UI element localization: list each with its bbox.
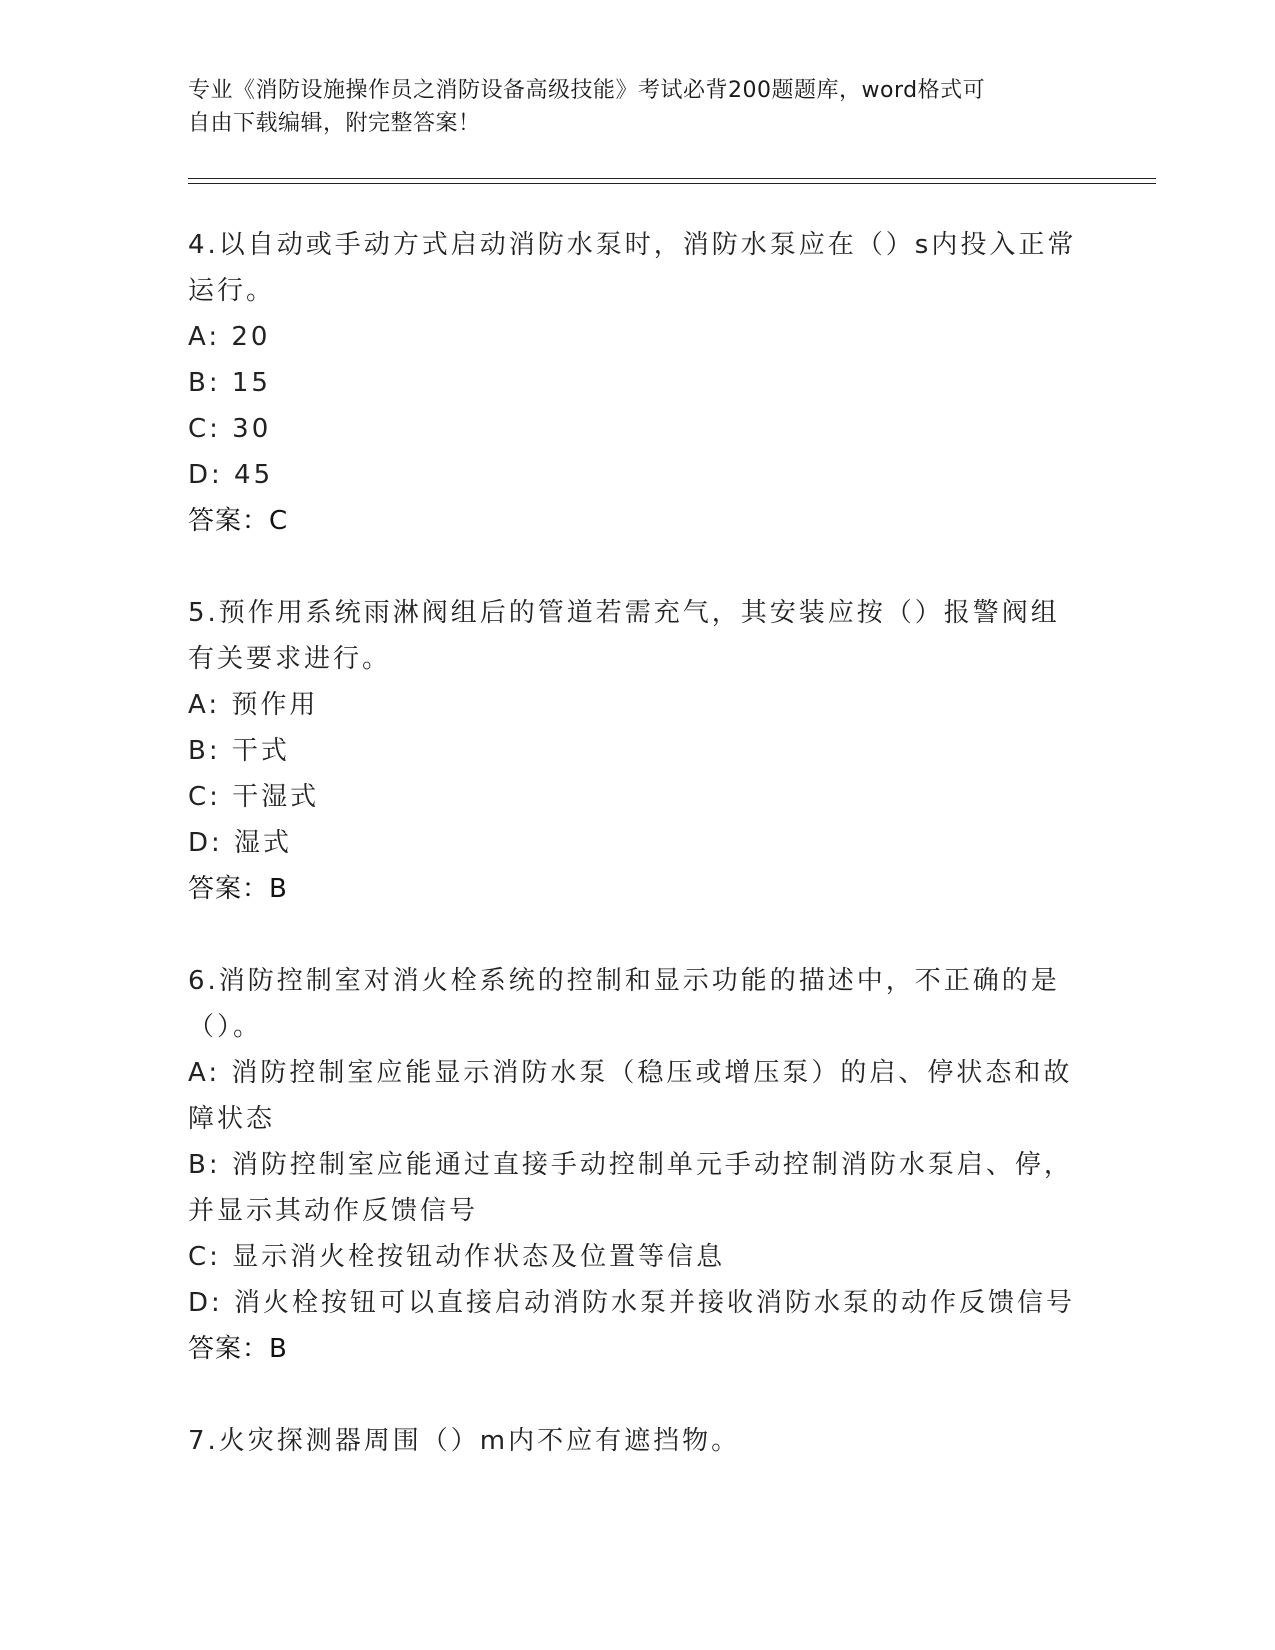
question-4 — [188, 222, 1088, 544]
header-divider-bottom — [188, 183, 1156, 184]
question-stem: 运行。 — [188, 276, 276, 306]
option-a: A: 20 — [188, 322, 271, 352]
question-6 — [188, 958, 1088, 1372]
question-7 — [188, 1418, 1088, 1464]
question-stem: 4.以自动或手动方式启动消防水泵时，消防水泵应在（）s内投入正常 — [188, 230, 1077, 260]
option-c: C: 30 — [188, 414, 272, 444]
answer-text: 答案：C — [188, 506, 289, 536]
option-c: C: 干湿式 — [188, 782, 320, 812]
header-divider-top — [188, 178, 1156, 179]
question-stem: 5.预作用系统雨淋阀组后的管道若需充气，其安装应按（）报警阀组 — [188, 598, 1060, 628]
answer-text: 答案：B — [188, 874, 288, 904]
option-d: D: 湿式 — [188, 828, 293, 858]
header-line-2: 自由下载编辑，附完整答案！ — [188, 111, 481, 136]
question-stem: （）。 — [188, 1012, 263, 1042]
option-b: B: 消防控制室应能通过直接手动控制单元手动控制消防水泵启、停， — [188, 1150, 1073, 1180]
document-header — [188, 74, 1068, 140]
question-stem: 有关要求进行。 — [188, 644, 392, 674]
answer-text: 答案：B — [188, 1334, 288, 1364]
question-stem: 7.火灾探测器周围（）m内不应有遮挡物。 — [188, 1426, 741, 1456]
option-b-continued: 并显示其动作反馈信号 — [188, 1196, 479, 1226]
option-b: B: 干式 — [188, 736, 290, 766]
question-stem: 6.消防控制室对消火栓系统的控制和显示功能的描述中，不正确的是 — [188, 966, 1060, 996]
option-c: C: 显示消火栓按钮动作状态及位置等信息 — [188, 1242, 726, 1272]
option-a-continued: 障状态 — [188, 1104, 276, 1134]
header-line-1: 专业《消防设施操作员之消防设备高级技能》考试必背200题题库，word格式可 — [188, 78, 986, 103]
option-d: D: 消火栓按钮可以直接启动消防水泵并接收消防水泵的动作反馈信号 — [188, 1288, 1076, 1318]
option-b: B: 15 — [188, 368, 271, 398]
option-a: A: 预作用 — [188, 690, 319, 720]
option-d: D: 45 — [188, 460, 274, 490]
option-a: A: 消防控制室应能显示消防水泵（稳压或增压泵）的启、停状态和故 — [188, 1058, 1073, 1088]
question-5 — [188, 590, 1088, 912]
